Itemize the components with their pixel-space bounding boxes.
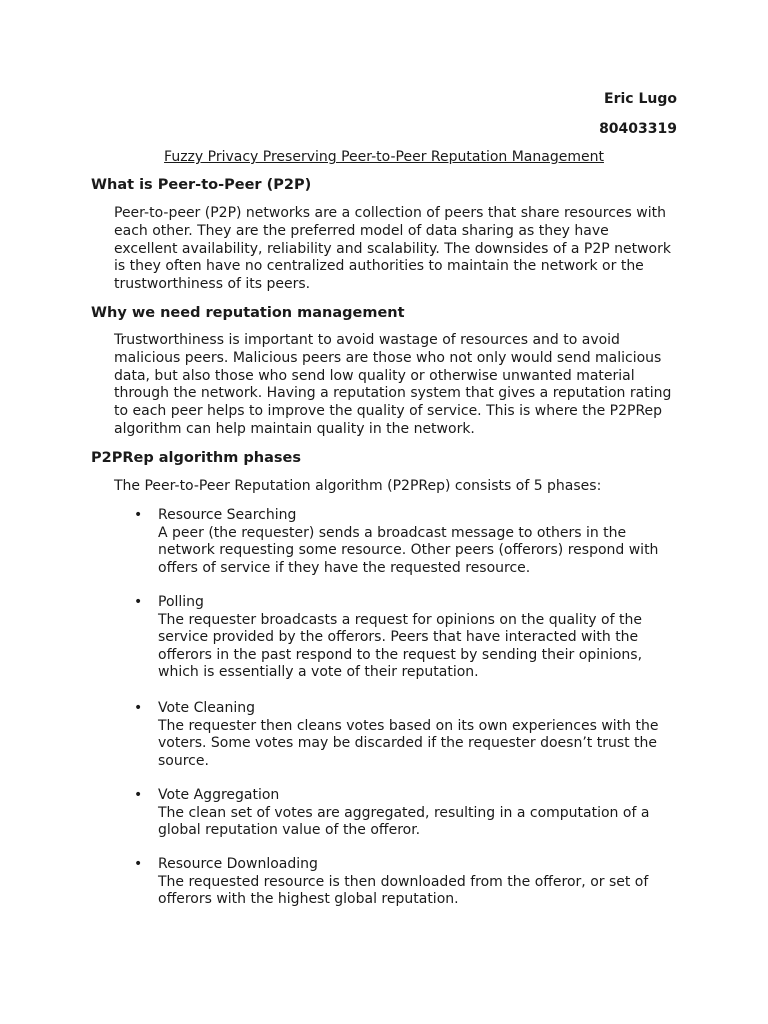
section-body-p2prep-phases: The Peer-to-Peer Reputation algorithm (P2PRep) consists of 5 phases: bbox=[114, 478, 602, 494]
phase-title: Resource Searching bbox=[158, 507, 297, 523]
section-heading-what-is-p2p: What is Peer-to-Peer (P2P) bbox=[91, 177, 312, 193]
section-heading-p2prep-phases: P2PRep algorithm phases bbox=[91, 450, 301, 466]
student-id: 80403319 bbox=[599, 121, 677, 137]
phase-description: The requester then cleans votes based on its own experiences with the voters. Some votes may be discarded if the requester doesn’t trust the source. bbox=[158, 717, 659, 769]
author-name: Eric Lugo bbox=[604, 91, 677, 107]
phase-description: The requester broadcasts a request for opinions on the quality of the service provided by the offerors. Peers that have interacted with the offerors in the past respond to the request by sending their opinions, which is essentially a vote of their reputation. bbox=[158, 611, 643, 681]
phase-description: The clean set of votes are aggregated, resulting in a computation of a global reputation value of the offeror. bbox=[158, 804, 650, 839]
phase-description: A peer (the requester) sends a broadcast message to others in the network requesting some resource. Other peers (offerors) respond with offers of service if they have the requested resource. bbox=[158, 524, 659, 576]
list-item bbox=[158, 787, 678, 840]
phase-title: Vote Cleaning bbox=[158, 700, 255, 716]
section-heading-why-reputation: Why we need reputation management bbox=[91, 305, 405, 321]
section-body-why-reputation: Trustworthiness is important to avoid wastage of resources and to avoid malicious peers. Malicious peers are those who not only would send malicious data, but also those who send low quality or otherwise unwanted material through the network. Having a reputation system that gives a reputation rating to each peer helps to improve the quality of service. This is where the P2PRep algorithm can help maintain quality in the network. bbox=[114, 332, 672, 437]
phase-title: Resource Downloading bbox=[158, 856, 318, 872]
phase-description: The requested resource is then downloaded from the offeror, or set of offerors with the highest global reputation. bbox=[158, 873, 649, 908]
list-item bbox=[158, 856, 678, 909]
phase-title: Vote Aggregation bbox=[158, 787, 280, 803]
phase-title: Polling bbox=[158, 594, 204, 610]
list-item bbox=[158, 507, 678, 577]
bullet-icon: • bbox=[134, 700, 143, 716]
bullet-icon: • bbox=[134, 594, 143, 610]
bullet-icon: • bbox=[134, 787, 143, 803]
bullet-icon: • bbox=[134, 856, 143, 872]
list-item bbox=[158, 700, 678, 770]
bullet-icon: • bbox=[134, 507, 143, 523]
document-title: Fuzzy Privacy Preserving Peer-to-Peer Reputation Management bbox=[164, 149, 604, 165]
section-body-what-is-p2p: Peer-to-peer (P2P) networks are a collection of peers that share resources with each other. They are the preferred model of data sharing as they have excellent availability, reliability and scalability. The downsides of a P2P network is they often have no centralized authorities to maintain the network or the trustworthiness of its peers. bbox=[114, 205, 671, 293]
list-item bbox=[158, 594, 678, 682]
